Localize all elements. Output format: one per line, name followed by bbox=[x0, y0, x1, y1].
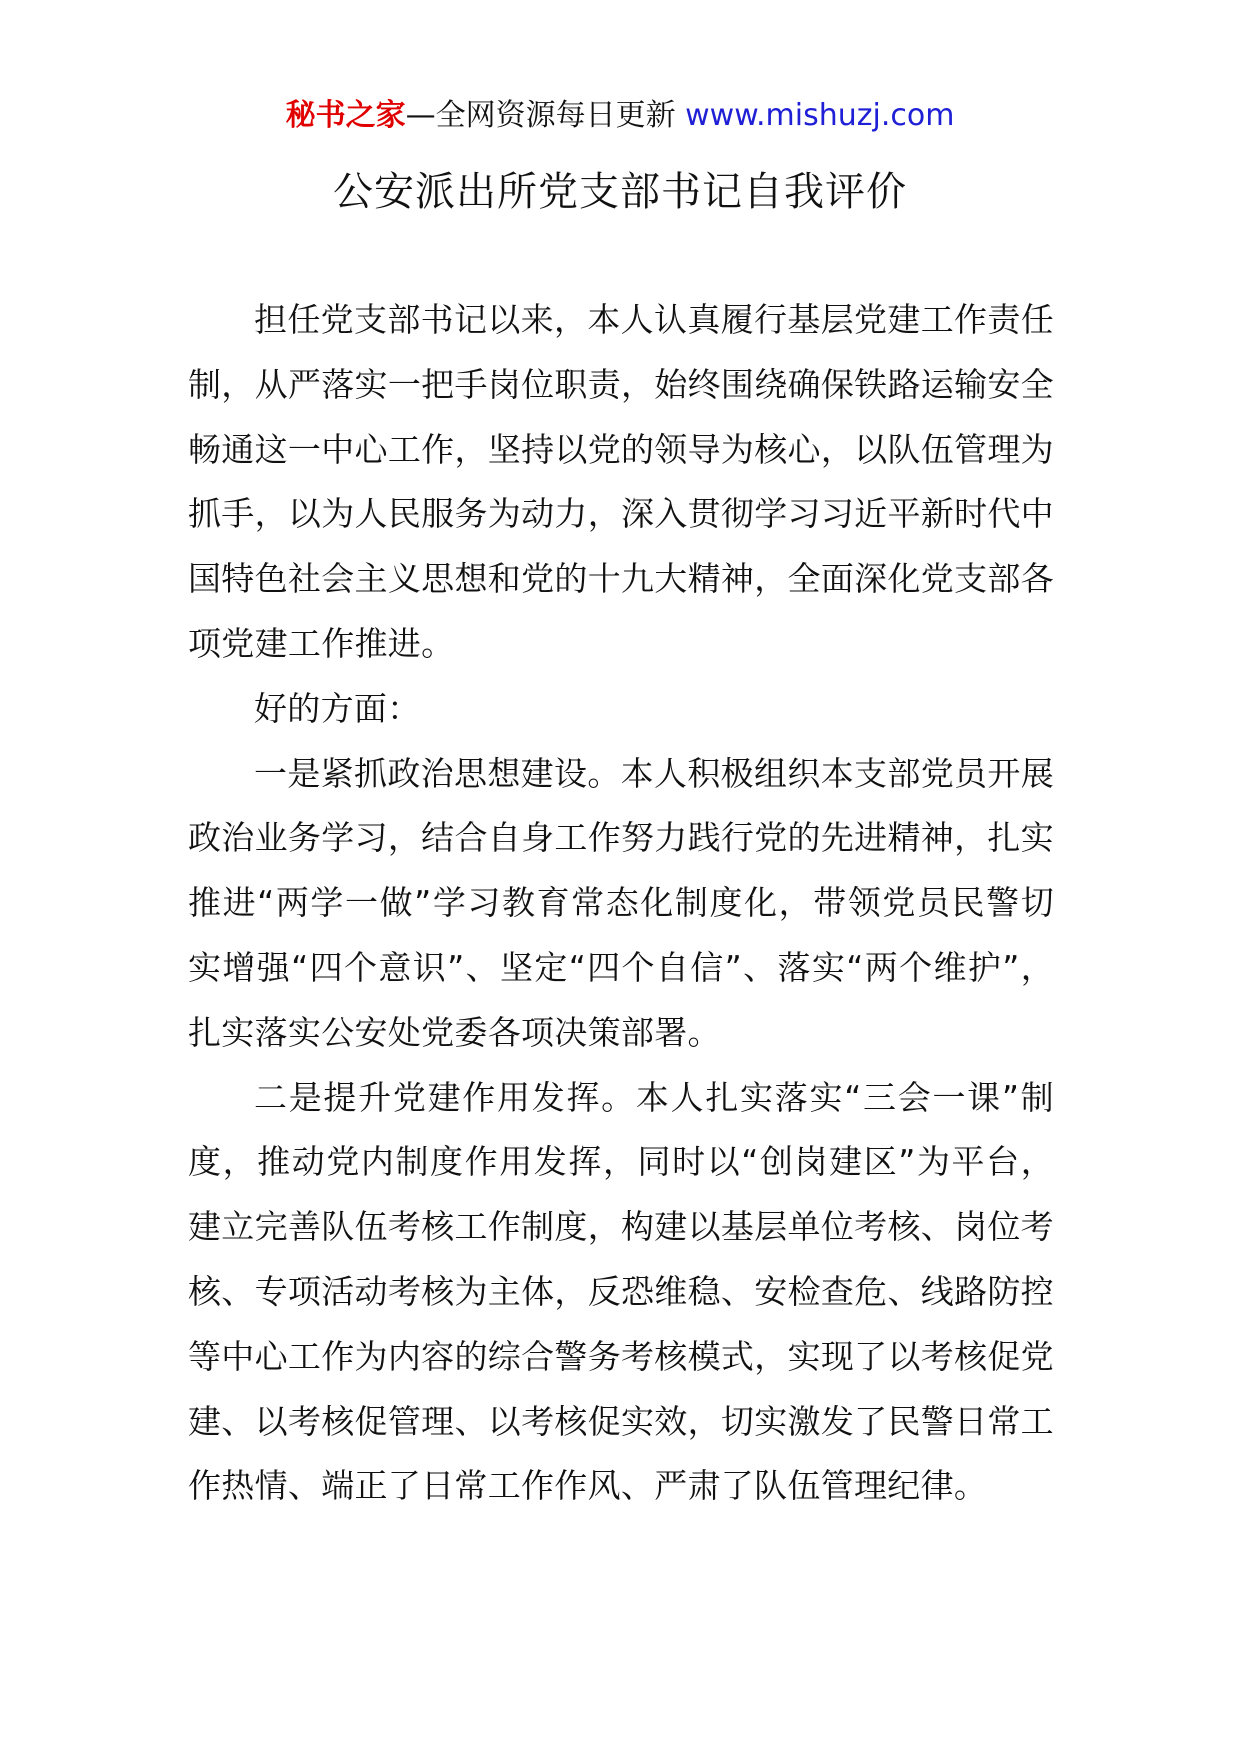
document-body bbox=[188, 288, 1054, 1519]
paragraph-section-heading: 好的方面： bbox=[254, 688, 421, 728]
paragraph-intro: 担任党支部书记以来，本人认真履行基层党建工作责任制，从严落实一把手岗位职责，始终围绕确保铁路运输安全畅通这一中心工作，坚持以党的领导为核心，以队伍管理为抓手，以为人民服务为动力，深入贯彻学习习近平新时代中国特色社会主义思想和党的十九大精神，全面深化党支部各项党建工作推进。 bbox=[188, 300, 1054, 663]
site-slogan: —全网资源每日更新 bbox=[405, 98, 676, 133]
site-url-link[interactable]: www.mishuzj.com bbox=[685, 98, 955, 133]
document-title: 公安派出所党支部书记自我评价 bbox=[333, 169, 907, 215]
site-header bbox=[0, 96, 1240, 136]
paragraph-point-one: 一是紧抓政治思想建设。本人积极组织本支部党员开展政治业务学习，结合自身工作努力践行党的先进精神，扎实推进“两学一做”学习教育常态化制度化，带领党员民警切实增强“四个意识”、坚定“四个自信”、落实“两个维护”，扎实落实公安处党委各项决策部署。 bbox=[188, 753, 1054, 1052]
paragraph-point-two: 二是提升党建作用发挥。本人扎实落实“三会一课”制度，推动党内制度作用发挥，同时以“创岗建区”为平台，建立完善队伍考核工作制度，构建以基层单位考核、岗位考核、专项活动考核为主体，反恐维稳、安检查危、线路防控等中心工作为内容的综合警务考核模式，实现了以考核促党建、以考核促管理、以考核促实效，切实激发了民警日常工作热情、端正了日常工作作风、严肃了队伍管理纪律。 bbox=[188, 1077, 1054, 1506]
site-brand: 秘书之家 bbox=[285, 98, 406, 133]
